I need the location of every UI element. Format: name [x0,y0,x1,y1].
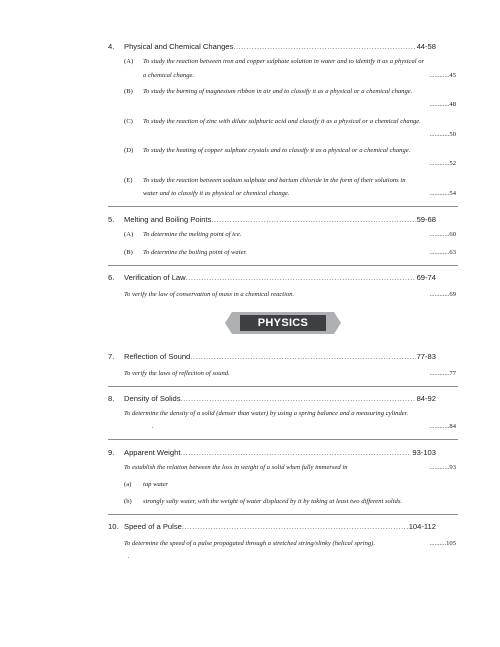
chapter-entry[interactable] [124,215,436,224]
experiment-label: (C) [124,118,133,125]
chapter-title: Reflection of Sound [124,352,191,361]
chapter-entry[interactable] [124,42,436,51]
chapter-title: Physical and Chemical Changes [124,42,234,51]
chapter-title: Density of Solids [124,394,181,403]
dot-leader [233,42,415,51]
chapter-pages: 84-92 [416,394,436,403]
chapter-title: Melting and Boiling Points [124,215,212,224]
experiment-page: ..........105 [429,540,456,547]
experiment-label: (D) [124,147,134,154]
experiment-text: To determine the density of a solid (denser than water) by using a spring balance and a measuring cylinder. [124,410,409,417]
experiment-label: (B) [124,88,133,95]
chapter-pages: 104-112 [408,522,436,531]
experiment-page: ............48 [429,101,456,108]
experiment-text: a chemical change. [143,72,195,79]
dot-leader [211,215,415,224]
section-banner-label: PHYSICS [240,315,326,331]
experiment-label: (A) [124,58,134,65]
experiment-label: (b) [124,498,132,505]
experiment-text: To study the reaction between sodium sulphate and barium chloride in the form of their solutions in [143,177,406,184]
experiment-label: (a) [124,481,132,488]
experiment-text: water and to classify it as physical or chemical change. [143,190,290,197]
divider [108,439,458,440]
chapter-number: 6. [108,273,115,282]
divider [108,265,458,266]
chapter-pages: 44-58 [416,42,436,51]
experiment-text: To determine the boiling point of water. [143,249,247,256]
experiment-page: ............84 [429,423,456,430]
experiment-text: To study the burning of magnesium ribbon in air and to classify it as a physical or a chemical change. [143,88,413,95]
chapter-title: Apparent Weight [124,448,181,457]
dot-leader [180,448,411,457]
dot-leader [186,273,416,282]
experiment-text: tap water [143,481,169,488]
experiment-text: To study the heating of copper sulphate crystals and to classify it as a physical or a chemical change. [143,147,411,154]
chapter-pages: 93-103 [412,448,436,457]
experiment-text: To determine the speed of a pulse propagated through a stretched string/slinky (helical spring). [124,540,376,547]
divider [108,514,458,515]
experiment-text: To study the reaction between iron and copper sulphate solution in water and to identify it as a physical or [143,58,425,65]
experiment-label: (B) [124,249,133,256]
chapter-number: 7. [108,352,115,361]
chapter-number: 4. [108,42,115,51]
dot-leader [181,394,416,403]
chapter-entry[interactable] [124,522,436,531]
experiment-page: ............69 [429,291,456,298]
chapter-entry[interactable] [124,352,436,361]
chapter-number: 8. [108,394,115,403]
experiment-label: (A) [124,231,134,238]
experiment-text: . [152,423,154,430]
divider [108,386,458,387]
chapter-pages: 69-74 [416,273,436,282]
chapter-number: 10. [108,522,119,531]
chapter-pages: 77-83 [416,352,436,361]
experiment-text: strongly salty water, with the weight of water displaced by it by taking at least two different solids. [143,498,403,505]
experiment-page: ............63 [429,249,456,256]
chapter-number: 5. [108,215,115,224]
chapter-number: 9. [108,448,115,457]
dot-leader [182,522,408,531]
experiment-page: ............60 [429,231,456,238]
divider [108,206,458,207]
experiment-text: To establish the relation between the loss in weight of a solid when fully immersed in [124,464,348,471]
chapter-title: Speed of a Pulse [124,522,182,531]
experiment-page: ............77 [429,370,456,377]
experiment-text: To study the reaction of zinc with dilute sulphuric acid and classify it as a physical or a chemical change. [143,118,421,125]
section-banner [232,312,334,334]
experiment-page: ............45 [429,72,456,79]
chapter-pages: 59-68 [416,215,436,224]
chapter-entry[interactable] [124,394,436,403]
experiment-text: To determine the melting point of ice. [143,231,242,238]
experiment-page: ............54 [429,190,456,197]
banner-ribbon-left [225,312,232,334]
experiment-page: ............93 [429,464,456,471]
banner-ribbon-right [334,312,341,334]
experiment-text: To verify the laws of reflection of sound. [124,370,230,377]
chapter-title: Verification of Law [124,273,186,282]
experiment-text: . [128,553,130,560]
experiment-text: To verify the law of conservation of mass in a chemical reaction. [124,291,295,298]
chapter-entry[interactable] [124,448,436,457]
experiment-page: ............50 [429,131,456,138]
chapter-entry[interactable] [124,273,436,282]
dot-leader [190,352,415,361]
experiment-page: ............52 [429,160,456,167]
experiment-label: (E) [124,177,133,184]
